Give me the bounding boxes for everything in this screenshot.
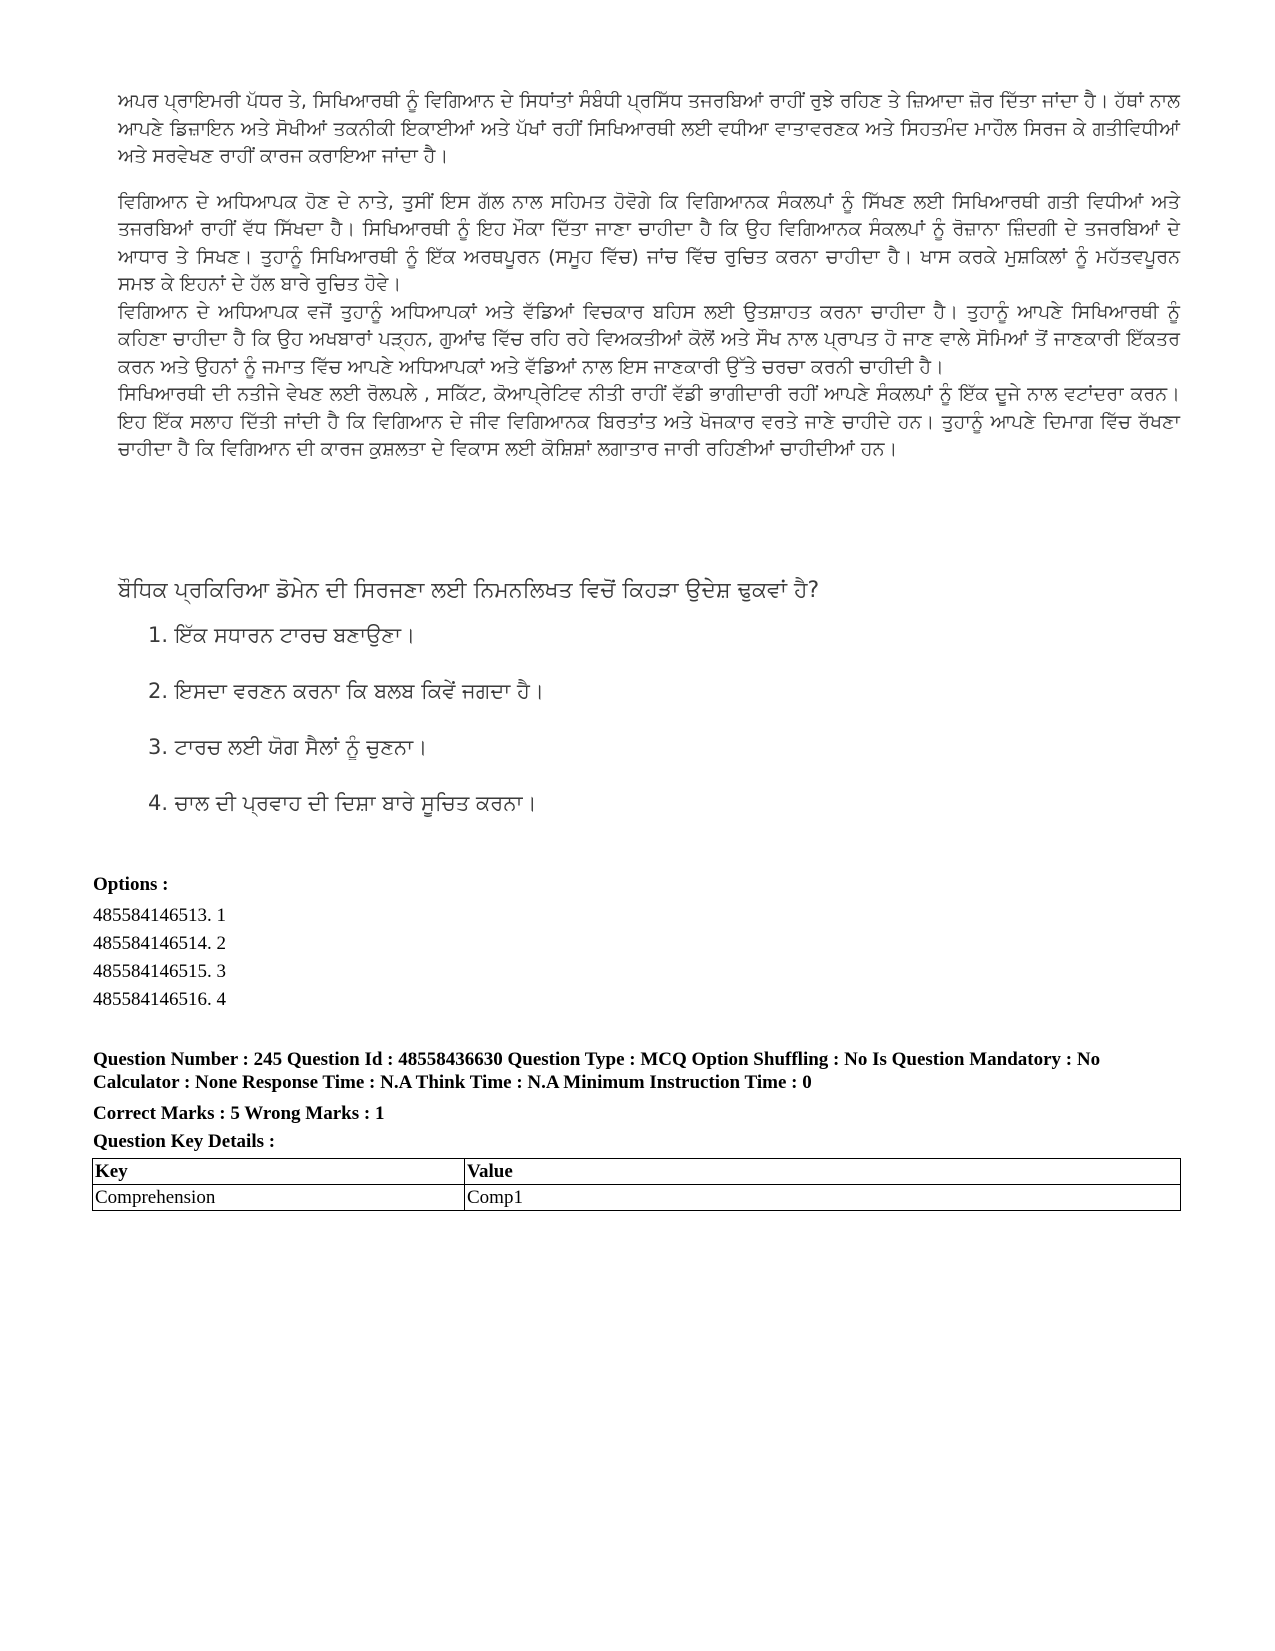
question-choice-3: 3. ਟਾਰਚ ਲਈ ਯੋਗ ਸੈਲਾਂ ਨੂੰ ਚੁਣਨਾ। [148,735,428,759]
passage-image [118,88,1180,508]
table-cell-value: Comp1 [465,1185,1181,1211]
passage-paragraph-1: ਅਪਰ ਪ੍ਰਾਇਮਰੀ ਪੱਧਰ ਤੇ, ਸਿਖਿਆਰਥੀ ਨੂੰ ਵਿਗਿਆਨ ਦੇ ਸਿਧਾਂਤਾਂ ਸੰਬੰਧੀ ਪ੍ਰਸਿੱਧ ਤਜਰਬਿਆਂ ਰਾਹੀਂ ਰੁਝੇ ਰਹਿਣ ਤੇ ਜ਼ਿਆਦਾ ਜ਼ੋਰ ਦਿੱਤਾ ਜਾਂਦਾ ਹੈ। ਹੱਥਾਂ ਨਾਲ ਆਪਣੇ ਡਿਜ਼ਾਇਨ ਅਤੇ ਸੋਖੀਆਂ ਤਕਨੀਕੀ ਇਕਾਈਆਂ ਅਤੇ ਪੱਖਾਂ ਰਹੀਂ ਸਿਖਿਆਰਥੀ ਲਈ ਵਧੀਆ ਵਾਤਾਵਰਣਕ ਅਤੇ ਸਿਹਤਮੰਦ ਮਾਹੌਲ ਸਿਰਜ ਕੇ ਗਤੀਵਿਧੀਆਂ ਅਤੇ ਸਰਵੇਖਣ ਰਾਹੀਂ ਕਾਰਜ ਕਰਾਇਆ ਜਾਂਦਾ ਹੈ। [118,90,1180,167]
key-details-table [92,1158,1181,1211]
option-item-4: 485584146516. 4 [93,989,226,1010]
question-choice-1: 1. ਇੱਕ ਸਧਾਰਨ ਟਾਰਚ ਬਣਾਉਣਾ। [148,623,416,647]
question-meta: Question Number : 245 Question Id : 48558436630 Question Type : MCQ Option Shuffling : No Is Question Mandatory : No Calculator : None Response Time : N.A Think Time : N.A Minimum Instruction Time : 0 [93,1049,1101,1093]
table-row [93,1185,1181,1211]
question-stem: ਬੌਧਿਕ ਪ੍ਰਕਿਰਿਆ ਡੋਮੇਨ ਦੀ ਸਿਰਜਣਾ ਲਈ ਨਿਮਨਲਿਖਤ ਵਿਚੋਂ ਕਿਹੜਾ ਉਦੇਸ਼ ਢੁਕਵਾਂ ਹੈ? [118,578,820,603]
question-choice-4: 4. ਚਾਲ ਦੀ ਪ੍ਰਵਾਹ ਦੀ ਦਿਸ਼ਾ ਬਾਰੇ ਸੂਚਿਤ ਕਰਨਾ। [148,791,537,815]
option-item-2: 485584146514. 2 [93,933,226,954]
passage-paragraph-3: ਵਿਗਿਆਨ ਦੇ ਅਧਿਆਪਕ ਵਜੋਂ ਤੁਹਾਨੂੰ ਅਧਿਆਪਕਾਂ ਅਤੇ ਵੱਡਿਆਂ ਵਿਚਕਾਰ ਬਹਿਸ ਲਈ ਉਤਸ਼ਾਹਤ ਕਰਨਾ ਚਾਹੀਦਾ ਹੈ। ਤੁਹਾਨੂੰ ਆਪਣੇ ਸਿਖਿਆਰਥੀ ਨੂੰ ਕਹਿਣਾ ਚਾਹੀਦਾ ਹੈ ਕਿ ਉਹ ਅਖਬਾਰਾਂ ਪੜ੍ਹਨ, ਗੁਆਂਢ ਵਿੱਚ ਰਹਿ ਰਹੇ ਵਿਅਕਤੀਆਂ ਕੋਲੋਂ ਅਤੇ ਸੌਖ ਨਾਲ ਪ੍ਰਾਪਤ ਹੋ ਜਾਣ ਵਾਲੇ ਸੋਮਿਆਂ ਤੋਂ ਜਾਣਕਾਰੀ ਇੱਕਤਰ ਕਰਨ ਅਤੇ ਉਹਨਾਂ ਨੂੰ ਜਮਾਤ ਵਿੱਚ ਆਪਣੇ ਅਧਿਆਪਕਾਂ ਅਤੇ ਵੱਡਿਆਂ ਨਾਲ ਇਸ ਜਾਣਕਾਰੀ ਉੱਤੇ ਚਰਚਾ ਕਰਨੀ ਚਾਹੀਦੀ ਹੈ। [118,300,1180,378]
option-item-1: 485584146513. 1 [93,905,226,926]
key-details-heading: Question Key Details : [93,1131,276,1152]
options-heading: Options : [93,874,169,895]
options-list [93,902,226,1014]
option-item-3: 485584146515. 3 [93,961,226,982]
table-cell-key: Comprehension [93,1185,465,1211]
question-image [118,578,958,858]
table-header-key: Key [93,1159,465,1185]
passage-paragraph-4: ਸਿਖਿਆਰਥੀ ਦੀ ਨਤੀਜੇ ਵੇਖਣ ਲਈ ਰੋਲਪਲੇ , ਸਕਿੱਟ, ਕੋਆਪ੍ਰੇਟਿਵ ਨੀਤੀ ਰਾਹੀਂ ਵੱਡੀ ਭਾਗੀਦਾਰੀ ਰਹੀਂ ਆਪਣੇ ਸੰਕਲਪਾਂ ਨੂੰ ਇੱਕ ਦੂਜੇ ਨਾਲ ਵਟਾਂਦਰਾ ਕਰਨ। ਇਹ ਇੱਕ ਸਲਾਹ ਦਿੱਤੀ ਜਾਂਦੀ ਹੈ ਕਿ ਵਿਗਿਆਨ ਦੇ ਜੀਵ ਵਿਗਿਆਨਕ ਬਿਰਤਾਂਤ ਅਤੇ ਖੋਜਕਾਰ ਵਰਤੇ ਜਾਣੇ ਚਾਹੀਦੇ ਹਨ। ਤੁਹਾਨੂੰ ਆਪਣੇ ਦਿਮਾਗ ਵਿੱਚ ਰੱਖਣਾ ਚਾਹੀਦਾ ਹੈ ਕਿ ਵਿਗਿਆਨ ਦੀ ਕਾਰਜ ਕੁਸ਼ਲਤਾ ਦੇ ਵਿਕਾਸ ਲਈ ਕੋਸ਼ਿਸ਼ਾਂ ਲਗਾਤਾਰ ਜਾਰੀ ਰਹਿਣੀਆਂ ਚਾਹੀਦੀਆਂ ਹਨ। [118,383,1180,460]
table-header-value: Value [465,1159,1181,1185]
passage-paragraph-2: ਵਿਗਿਆਨ ਦੇ ਅਧਿਆਪਕ ਹੋਣ ਦੇ ਨਾਤੇ, ਤੁਸੀਂ ਇਸ ਗੱਲ ਨਾਲ ਸਹਿਮਤ ਹੋਵੋਗੇ ਕਿ ਵਿਗਿਆਨਕ ਸੰਕਲਪਾਂ ਨੂੰ ਸਿੱਖਣ ਲਈ ਸਿਖਿਆਰਥੀ ਗਤੀ ਵਿਧੀਆਂ ਅਤੇ ਤਜਰਬਿਆਂ ਰਾਹੀਂ ਵੱਧ ਸਿੱਖਦਾ ਹੈ। ਸਿਖਿਆਰਥੀ ਨੂੰ ਇਹ ਮੌਕਾ ਦਿੱਤਾ ਜਾਣਾ ਚਾਹੀਦਾ ਹੈ ਕਿ ਉਹ ਵਿਗਿਆਨਕ ਸੰਕਲਪਾਂ ਨੂੰ ਰੋਜ਼ਾਨਾ ਜ਼ਿੰਦਗੀ ਦੇ ਤਜਰਬਿਆਂ ਦੇ ਆਧਾਰ ਤੇ ਸਿਖਣ। ਤੁਹਾਨੂੰ ਸਿਖਿਆਰਥੀ ਨੂੰ ਇੱਕ ਅਰਥਪੂਰਨ (ਸਮੂਹ ਵਿੱਚ) ਜਾਂਚ ਵਿੱਚ ਰੁਚਿਤ ਕਰਨਾ ਚਾਹੀਦਾ ਹੈ। ਖਾਸ ਕਰਕੇ ਮੁਸ਼ਕਿਲਾਂ ਨੂੰ ਮਹੱਤਵਪੂਰਨ ਸਮਝ ਕੇ ਇਹਨਾਂ ਦੇ ਹੱਲ ਬਾਰੇ ਰੁਚਿਤ ਹੋਵੇ। [118,190,1180,295]
table-header-row [93,1159,1181,1185]
question-choice-2: 2. ਇਸਦਾ ਵਰਣਨ ਕਰਨਾ ਕਿ ਬਲਬ ਕਿਵੇਂ ਜਗਦਾ ਹੈ। [148,679,545,703]
marks-line: Correct Marks : 5 Wrong Marks : 1 [93,1103,385,1124]
